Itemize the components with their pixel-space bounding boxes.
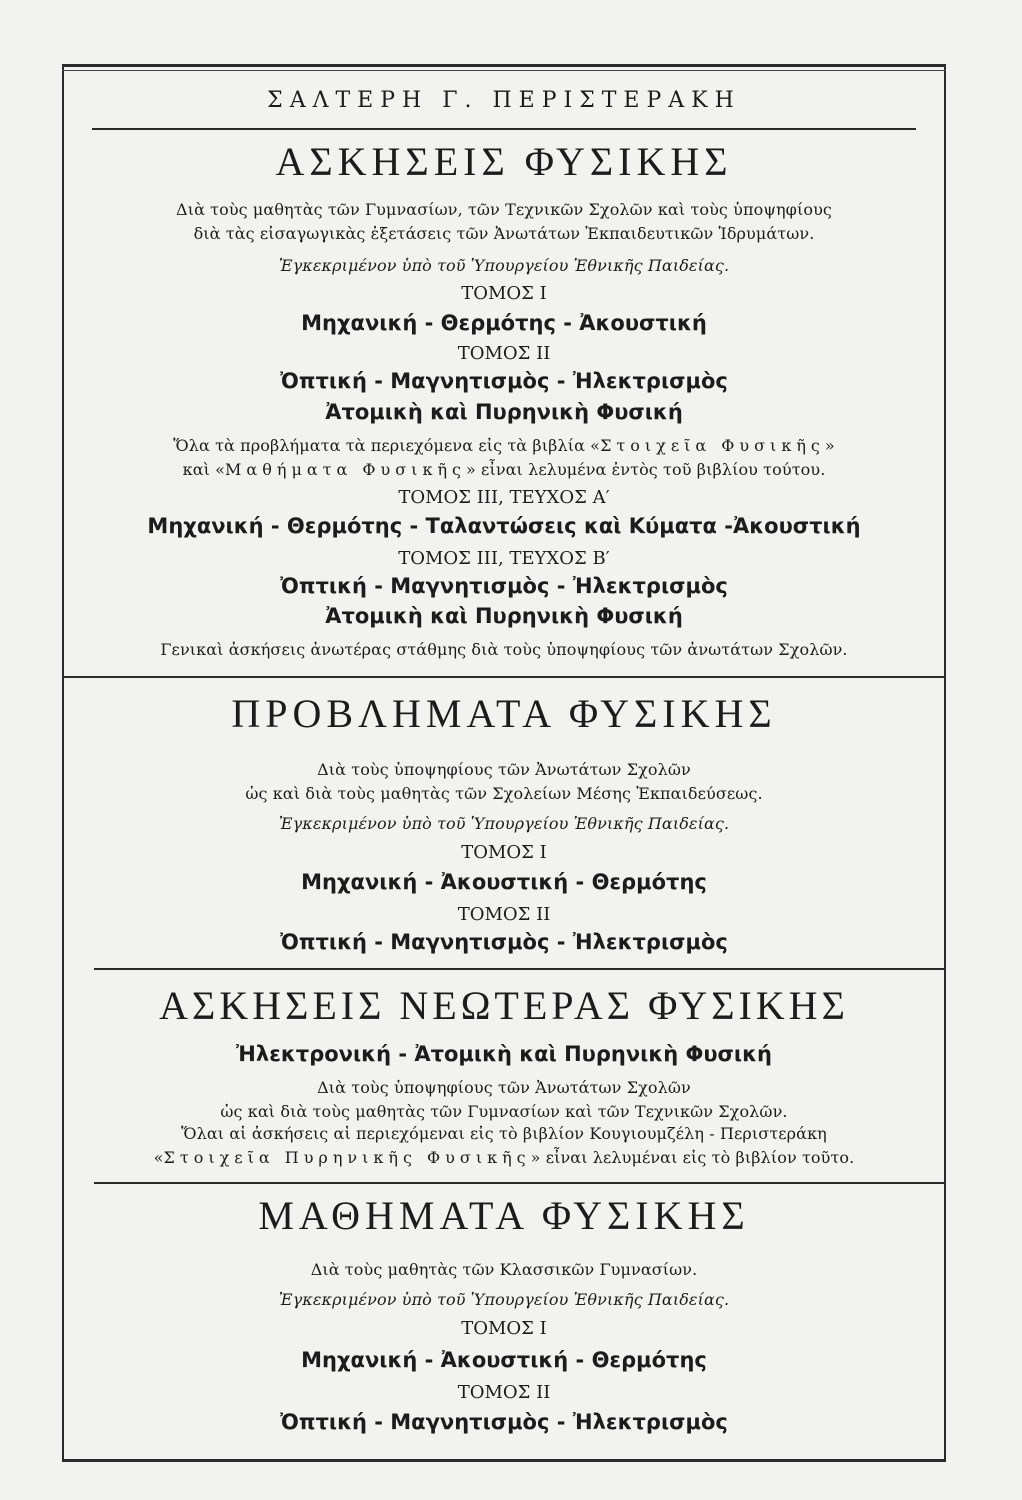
sec2-vol2-heading: ΤΟΜΟΣ ΙΙ	[457, 904, 551, 925]
sec3-note-2-pre: «	[153, 1148, 164, 1167]
sec1-note-2	[62, 460, 946, 479]
sec4-desc-1: Διὰ τοὺς μαθητὰς τῶν Κλασσικῶν Γυμνασίων.	[310, 1260, 698, 1279]
sec1-title: ΑΣΚΗΣΕΙΣ ΦΥΣΙΚΗΣ	[275, 139, 733, 184]
sec2-desc-1: Διὰ τοὺς ὑποψηφίους τῶν Ἀνωτάτων Σχολῶν	[317, 760, 691, 779]
frame-inner-rule	[62, 70, 946, 71]
sec4-vol2-subjects: Ὀπτική - Μαγνητισμὸς - Ἠλεκτρισμὸς	[280, 1410, 728, 1434]
sec1-vol3b-subjects-2: Ἀτομικὴ καὶ Πυρηνικὴ Φυσική	[325, 604, 683, 628]
sec1-approved: Ἐγκεκριμένον ὑπὸ τοῦ Ὑπουργείου Ἐθνικῆς Παιδείας.	[278, 256, 730, 275]
sec1-note-book-2: Μαθήματα Φυσικῆς	[225, 460, 466, 479]
sec3-title: ΑΣΚΗΣΕΙΣ ΝΕΩΤΕΡΑΣ ΦΥΣΙΚΗΣ	[159, 983, 849, 1028]
sec1-vol1-subjects: Μηχανική - Θερμότης - Ἀκουστική	[301, 311, 707, 335]
sec1-vol3b-subjects-1: Ὀπτική - Μαγνητισμὸς - Ἠλεκτρισμὸς	[280, 574, 728, 598]
author-name: ΣΑΛΤΕΡΗ Γ. ΠΕΡΙΣΤΕΡΑΚΗ	[267, 88, 741, 113]
sec1-note-book-1: Στοιχεῖα Φυσικῆς	[600, 436, 825, 455]
sec1-general: Γενικαὶ ἀσκήσεις ἀνωτέρας στάθμης διὰ τοὺς ὑποψηφίους τῶν ἀνωτάτων Σχολῶν.	[160, 640, 848, 659]
sec1-vol2-subjects-1: Ὀπτική - Μαγνητισμὸς - Ἠλεκτρισμὸς	[280, 369, 728, 393]
sec3-subjects: Ἠλεκτρονική - Ἀτομικὴ καὶ Πυρηνικὴ Φυσική	[236, 1042, 772, 1066]
sec1-vol2-subjects-2: Ἀτομικὴ καὶ Πυρηνικὴ Φυσική	[325, 400, 683, 424]
sec1-desc-1: Διὰ τοὺς μαθητὰς τῶν Γυμνασίων, τῶν Τεχνικῶν Σχολῶν καὶ τοὺς ὑποψηφίους	[176, 200, 832, 219]
header-rule	[92, 128, 916, 130]
sec2-vol1-subjects: Μηχανική - Ἀκουστική - Θερμότης	[301, 870, 707, 894]
sec2-vol2-subjects: Ὀπτική - Μαγνητισμὸς - Ἠλεκτρισμὸς	[280, 930, 728, 954]
sec3-note-2	[62, 1148, 946, 1167]
sec4-vol1-heading: ΤΟΜΟΣ Ι	[461, 1318, 547, 1339]
sec1-rule	[62, 676, 946, 678]
sec1-vol3b-heading: ΤΟΜΟΣ ΙΙΙ, ΤΕΥΧΟΣ Β′	[398, 548, 610, 569]
sec1-vol1-heading: ΤΟΜΟΣ Ι	[461, 283, 547, 304]
sec1-note-1-post: »	[824, 436, 835, 455]
sec3-desc-2: ὡς καὶ διὰ τοὺς μαθητὰς τῶν Γυμνασίων καὶ τῶν Τεχνικῶν Σχολῶν.	[220, 1102, 788, 1121]
sec2-desc-2: ὡς καὶ διὰ τοὺς μαθητὰς τῶν Σχολείων Μέσης Ἐκπαιδεύσεως.	[245, 784, 763, 803]
sec3-rule	[94, 1182, 946, 1184]
sec3-desc-1: Διὰ τοὺς ὑποψηφίους τῶν Ἀνωτάτων Σχολῶν	[317, 1078, 691, 1097]
sec1-note-2-pre: καὶ «	[182, 460, 226, 479]
sec2-title: ΠΡΟΒΛΗΜΑΤΑ ΦΥΣΙΚΗΣ	[231, 691, 777, 736]
sec2-vol1-heading: ΤΟΜΟΣ Ι	[461, 842, 547, 863]
sec1-desc-2: διὰ τὰς εἰσαγωγικὰς ἐξετάσεις τῶν Ἀνωτάτων Ἐκπαιδευτικῶν Ἱδρυμάτων.	[193, 224, 815, 243]
sec1-vol2-heading: ΤΟΜΟΣ ΙΙ	[457, 343, 551, 364]
sec1-vol3a-heading: ΤΟΜΟΣ ΙΙΙ, ΤΕΥΧΟΣ Α′	[398, 487, 610, 508]
sec1-note-1	[62, 436, 946, 455]
sec2-approved: Ἐγκεκριμένον ὑπὸ τοῦ Ὑπουργείου Ἐθνικῆς Παιδείας.	[278, 814, 730, 833]
sec4-vol2-heading: ΤΟΜΟΣ ΙΙ	[457, 1382, 551, 1403]
sec4-approved: Ἐγκεκριμένον ὑπὸ τοῦ Ὑπουργείου Ἐθνικῆς Παιδείας.	[278, 1290, 730, 1309]
sec4-title: ΜΑΘΗΜΑΤΑ ΦΥΣΙΚΗΣ	[258, 1193, 750, 1238]
sec3-note-book: Στοιχεῖα Πυρηνικῆς Φυσικῆς	[163, 1148, 531, 1167]
sec3-note-1: Ὅλαι αἱ ἀσκήσεις αἱ περιεχόμεναι εἰς τὸ βιβλίον Κουγιουμζέλη - Περιστεράκη	[181, 1124, 827, 1143]
sec1-note-2-post: » εἶναι λελυμένα ἐντὸς τοῦ βιβλίου τούτου.	[465, 460, 826, 479]
sec4-vol1-subjects: Μηχανική - Ἀκουστική - Θερμότης	[301, 1348, 707, 1372]
sec1-note-1-pre: Ὅλα τὰ προβλήματα τὰ περιεχόμενα εἰς τὰ βιβλία «	[173, 436, 601, 455]
sec1-vol3a-subjects: Μηχανική - Θερμότης - Ταλαντώσεις καὶ Κύματα -Ἀκουστική	[147, 514, 861, 538]
sec2-rule	[94, 968, 946, 970]
sec3-note-2-post: » εἶναι λελυμέναι εἰς τὸ βιβλίον τοῦτο.	[530, 1148, 855, 1167]
